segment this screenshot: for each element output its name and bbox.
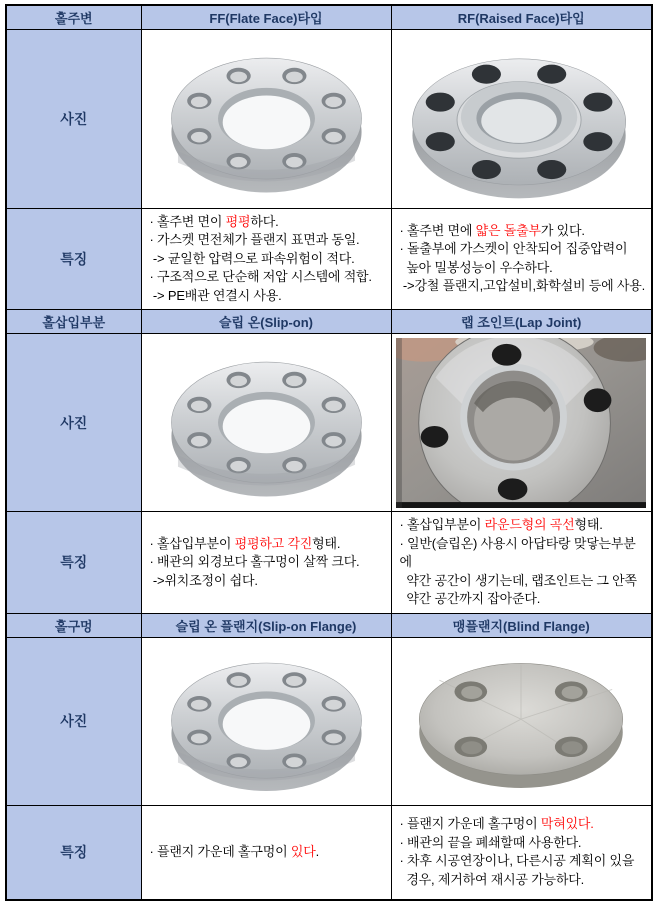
- header-lap-joint: 랩 조인트(Lap Joint): [391, 310, 652, 334]
- header-hole-area: 홀주변: [6, 5, 141, 29]
- row-label-features-3: 특징: [6, 805, 141, 900]
- row-label-features-2: 특징: [6, 512, 141, 614]
- blind-flange-photo-cell: [391, 637, 652, 805]
- slip-on-flange-features-list: · 플랜지 가운데 홀구멍이 있다.: [149, 844, 319, 859]
- lap-joint-features-list: · 홀삽입부분이 라운드형의 곡선형태. · 일반(슬립온) 사용시 아답타랑 맞닿는부분에 약간 공간이 생기는데, 랩조인트는 그 안쪽 약간 공간까지 잡아준다.: [399, 517, 637, 606]
- rf-features-list: · 홀주변 면에 얇은 돌출부가 있다. · 돌출부에 가스켓이 안착되어 집중압력이 높아 밀봉성능이 우수하다. ->강철 플랜지,고압설비,화학설비 등에 사용.: [399, 222, 645, 294]
- rf-flange-photo-cell: [391, 29, 652, 208]
- flange-comparison-table: [5, 4, 653, 901]
- blind-flange-features-list: · 플랜지 가운데 홀구멍이 막혀있다. · 배관의 끝을 폐쇄할때 사용한다. · 차후 시공연장이나, 다른시공 계획이 있을 경우, 제거하여 재시공 가능하다.: [399, 816, 635, 887]
- header-blind-flange: 맹플랜지(Blind Flange): [391, 613, 652, 637]
- row-label-photo-3: 사진: [6, 637, 141, 805]
- ff-features-list: · 홀주변 면이 평평하다. · 가스켓 면전체가 플랜지 표면과 동일. -> 균일한 압력으로 파속위험이 적다. · 구조적으로 단순해 저압 시스템에 적합. -> PE배관 연결시 사용.: [149, 213, 372, 303]
- slip-on-flange-photo-cell: [141, 637, 391, 805]
- lap-joint-photo-cell: [391, 334, 652, 512]
- header-slip-on: 슬립 온(Slip-on): [141, 310, 391, 334]
- row-label-features-1: 특징: [6, 208, 141, 310]
- slip-on-features-list: · 홀삽입부분이 평평하고 각진형태. · 배관의 외경보다 홀구멍이 살짝 크다. ->위치조정이 쉽다.: [149, 535, 360, 588]
- header-hole: 홀구멍: [6, 613, 141, 637]
- rf-features-cell: [391, 208, 652, 310]
- lap-joint-flange-photo: [396, 338, 646, 508]
- header-rf-type: RF(Raised Face)타입: [391, 5, 652, 29]
- header-hole-insert-area: 홀삽입부분: [6, 310, 141, 334]
- row-label-photo-1: 사진: [6, 29, 141, 208]
- blind-flange-photo: [401, 643, 641, 801]
- slip-on-flange-features-cell: [141, 805, 391, 900]
- lap-joint-features-cell: [391, 512, 652, 614]
- header-slip-on-flange: 슬립 온 플랜지(Slip-on Flange): [141, 613, 391, 637]
- header-ff-type: FF(Flate Face)타입: [141, 5, 391, 29]
- row-label-photo-2: 사진: [6, 334, 141, 512]
- ff-features-cell: [141, 208, 391, 310]
- ff-flat-face-flange-photo: [150, 36, 383, 204]
- ff-flange-photo-cell: [141, 29, 391, 208]
- rf-raised-face-flange-photo: [395, 34, 647, 206]
- slip-on-flange-photo: [150, 340, 383, 508]
- slip-on-photo-cell: [141, 334, 391, 512]
- slip-on-features-cell: [141, 512, 391, 614]
- slip-on-flange-photo-2: [150, 642, 383, 802]
- blind-flange-features-cell: [391, 805, 652, 900]
